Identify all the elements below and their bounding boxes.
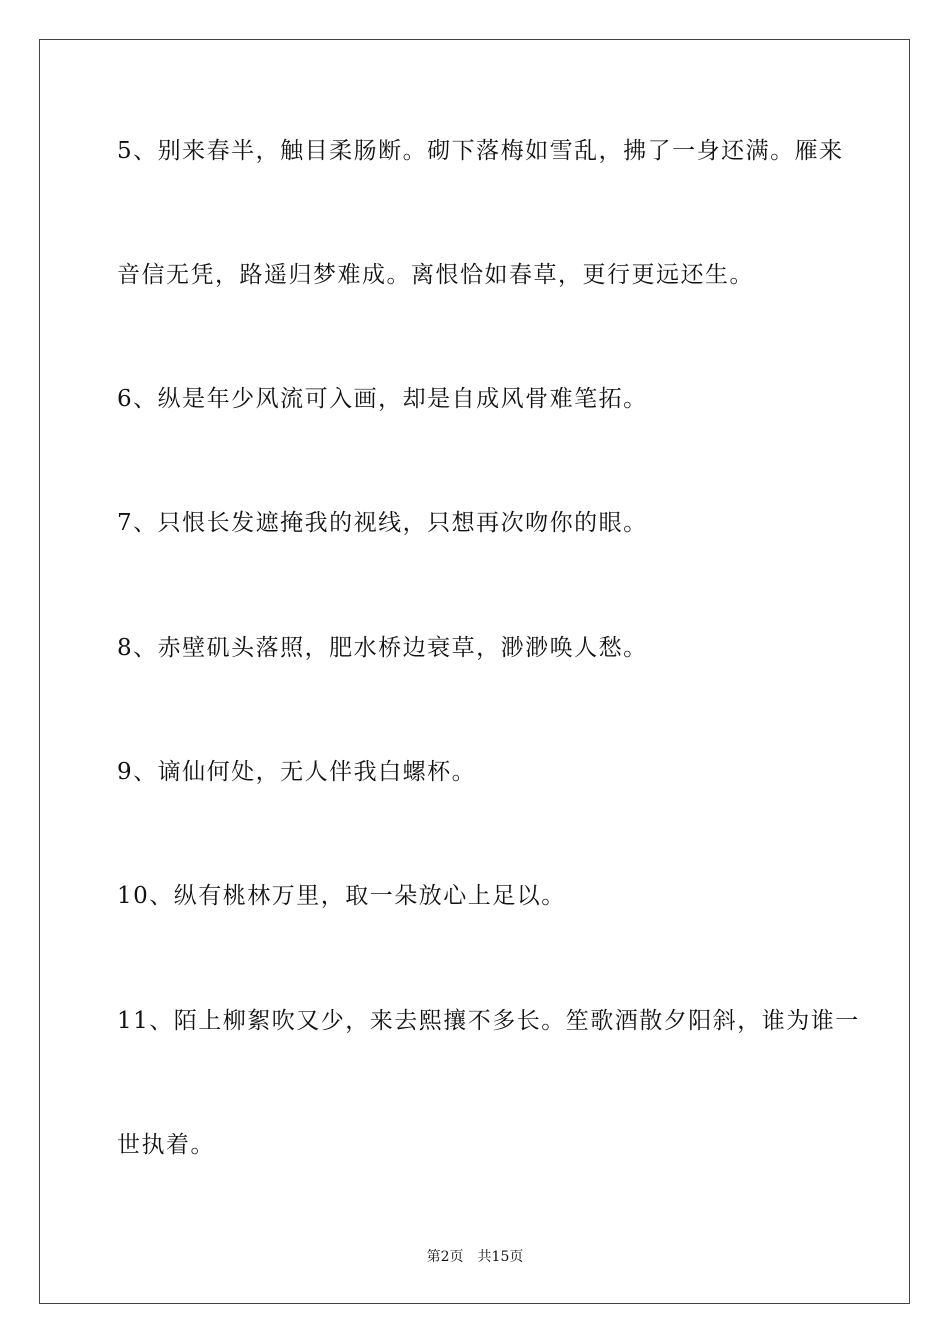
text-line-item-5-continued: 音信无凭，路遥归梦难成。离恨恰如春草，更行更远还生。 xyxy=(117,262,754,288)
text-line-item-7: 7、只恨长发遮掩我的视线，只想再次吻你的眼。 xyxy=(117,510,648,536)
text-line-item-8: 8、赤壁矶头落照，肥水桥边衰草，渺渺唤人愁。 xyxy=(117,635,648,661)
text-line-item-11: 11、陌上柳絮吹又少，来去熙攘不多长。笙歌酒散夕阳斜，谁为谁一 xyxy=(117,1008,860,1034)
text-line-item-10: 10、纵有桃林万里，取一朵放心上足以。 xyxy=(117,883,566,909)
page-border xyxy=(39,39,910,1304)
page-number-footer: 第2页 共15页 xyxy=(426,1249,524,1265)
text-line-item-6: 6、纵是年少风流可入画，却是自成风骨难笔拓。 xyxy=(117,386,648,412)
text-line-item-5: 5、别来春半，触目柔肠断。砌下落梅如雪乱，拂了一身还满。雁来 xyxy=(117,138,844,164)
text-line-item-9: 9、谪仙何处，无人伴我白螺杯。 xyxy=(117,759,477,785)
text-line-item-11-continued: 世执着。 xyxy=(117,1132,215,1158)
